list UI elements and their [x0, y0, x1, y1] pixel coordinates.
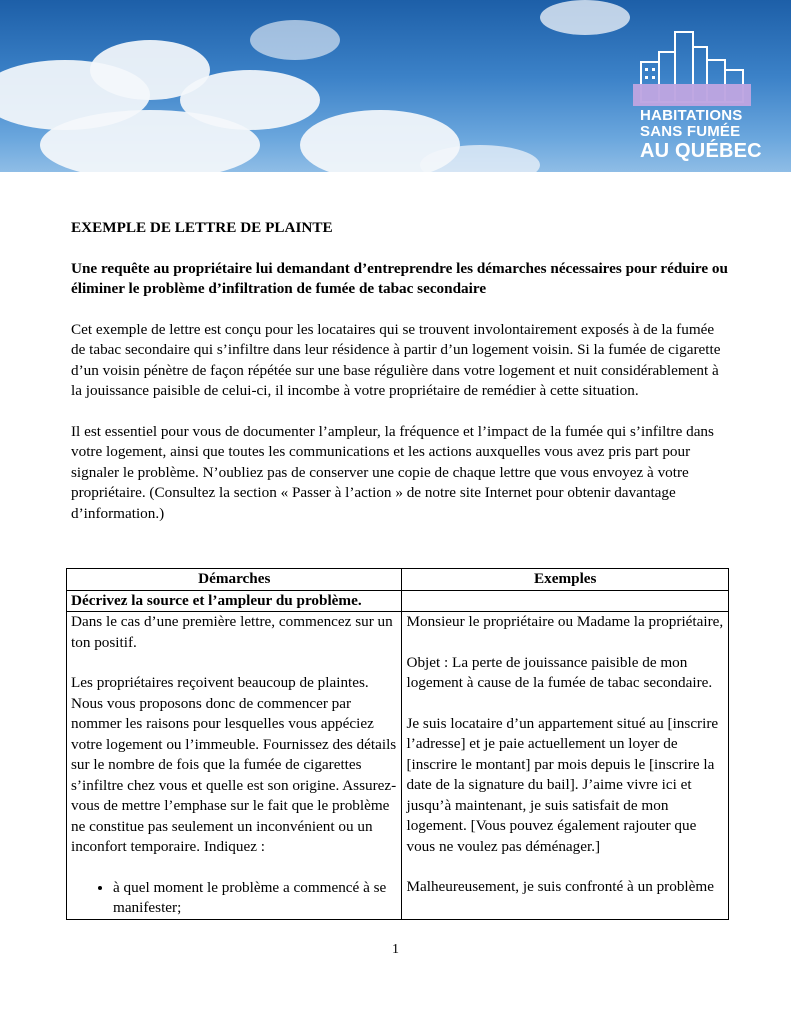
logo-line-2: SANS FUMÉE	[640, 123, 741, 140]
logo-line-3: AU QUÉBEC	[640, 140, 762, 162]
list-item: • à quel moment le problème a commencé à se manifester;	[113, 878, 397, 919]
table-row	[67, 612, 729, 920]
section-title-cell: Décrivez la source et l’ampleur du problème.	[67, 590, 402, 612]
documentation-paragraph: Il est essentiel pour vous de documenter l’ampleur, la fréquence et l’impact de la fumée qui s’infiltre dans votre logement, ainsi que toutes les communications et les actions auxquelles vous avez pris part pour signaler le problème. N’oubliez pas de conserver une copie de chaque lettre que vous envoyez à votre propriétaire. (Consultez la section « Passer à l’action » de notre site Internet pour obtenir davantage d’information.)	[71, 422, 714, 522]
example-paragraph: Malheureusement, je suis confronté à un problème	[406, 878, 714, 895]
document-body	[71, 218, 731, 544]
example-paragraph: Monsieur le propriétaire ou Madame la propriétaire,	[406, 613, 724, 630]
instruction-list	[71, 878, 397, 919]
logo-wordmark	[640, 108, 770, 162]
empty-cell	[402, 590, 729, 612]
instruction-paragraph: Dans le cas d’une première lettre, commencez sur un ton positif.	[71, 613, 393, 651]
cloud	[540, 0, 630, 35]
instructions-cell	[67, 612, 402, 920]
page-number: 1	[392, 942, 399, 957]
steps-table	[66, 568, 729, 920]
examples-cell	[402, 612, 729, 920]
logo-line-1: HABITATIONS	[640, 107, 743, 124]
header-demarches: Démarches	[67, 569, 402, 591]
document-title: EXEMPLE DE LETTRE DE PLAINTE	[71, 219, 333, 236]
cloud	[250, 20, 340, 60]
instruction-paragraph: Les propriétaires reçoivent beaucoup de plaintes. Nous vous proposons donc de commencer par nommer les raisons pour lesquelles vous appéciez votre logement ou l’immeuble. Fournissez des détails sur le nombre de fois que la fumée de cigarettes s’infiltre chez vous et quelle est son origine. Assurez-vous de mettre l’emphase sur le fait que le problème ne constitue pas seulement un inconvénient ou un inconfort temporaire. Indiquez :	[71, 674, 397, 855]
example-paragraph: Je suis locataire d’un appartement situé au [inscrire l’adresse] et je paie actuellement un loyer de [inscrire le montant] par mois depuis le [inscrire la date de la signature du bail]. J’aime vivre ici et jusqu’à maintenant, je suis satisfait de mon logement. [Vous pouvez également rajouter que vous ne voulez pas déménager.]	[406, 714, 719, 855]
table-section-row	[67, 590, 729, 612]
example-paragraph: Objet : La perte de jouissance paisible de mon logement à cause de la fumée de tabac secondaire.	[406, 653, 713, 691]
cloud	[180, 70, 320, 130]
intro-paragraph: Cet exemple de lettre est conçu pour les locataires qui se trouvent involontairement exposés à de la fumée de tabac secondaire qui s’infiltre dans leur résidence à partir d’un logement voisin. Si la fumée de cigarette d’un voisin pénètre de façon répétée sur une base régulière dans votre logement et nuit considérablement à la jouissance paisible de celui-ci, il incombe à votre propriétaire de remédier à cette situation.	[71, 320, 721, 399]
table-header-row	[67, 569, 729, 591]
header-banner	[0, 0, 791, 172]
document-subtitle: Une requête au propriétaire lui demandant d’entreprendre les démarches nécessaires pour réduire ou éliminer le problème d’infiltration de fumée de tabac secondaire	[71, 259, 728, 297]
header-exemples: Exemples	[402, 569, 729, 591]
